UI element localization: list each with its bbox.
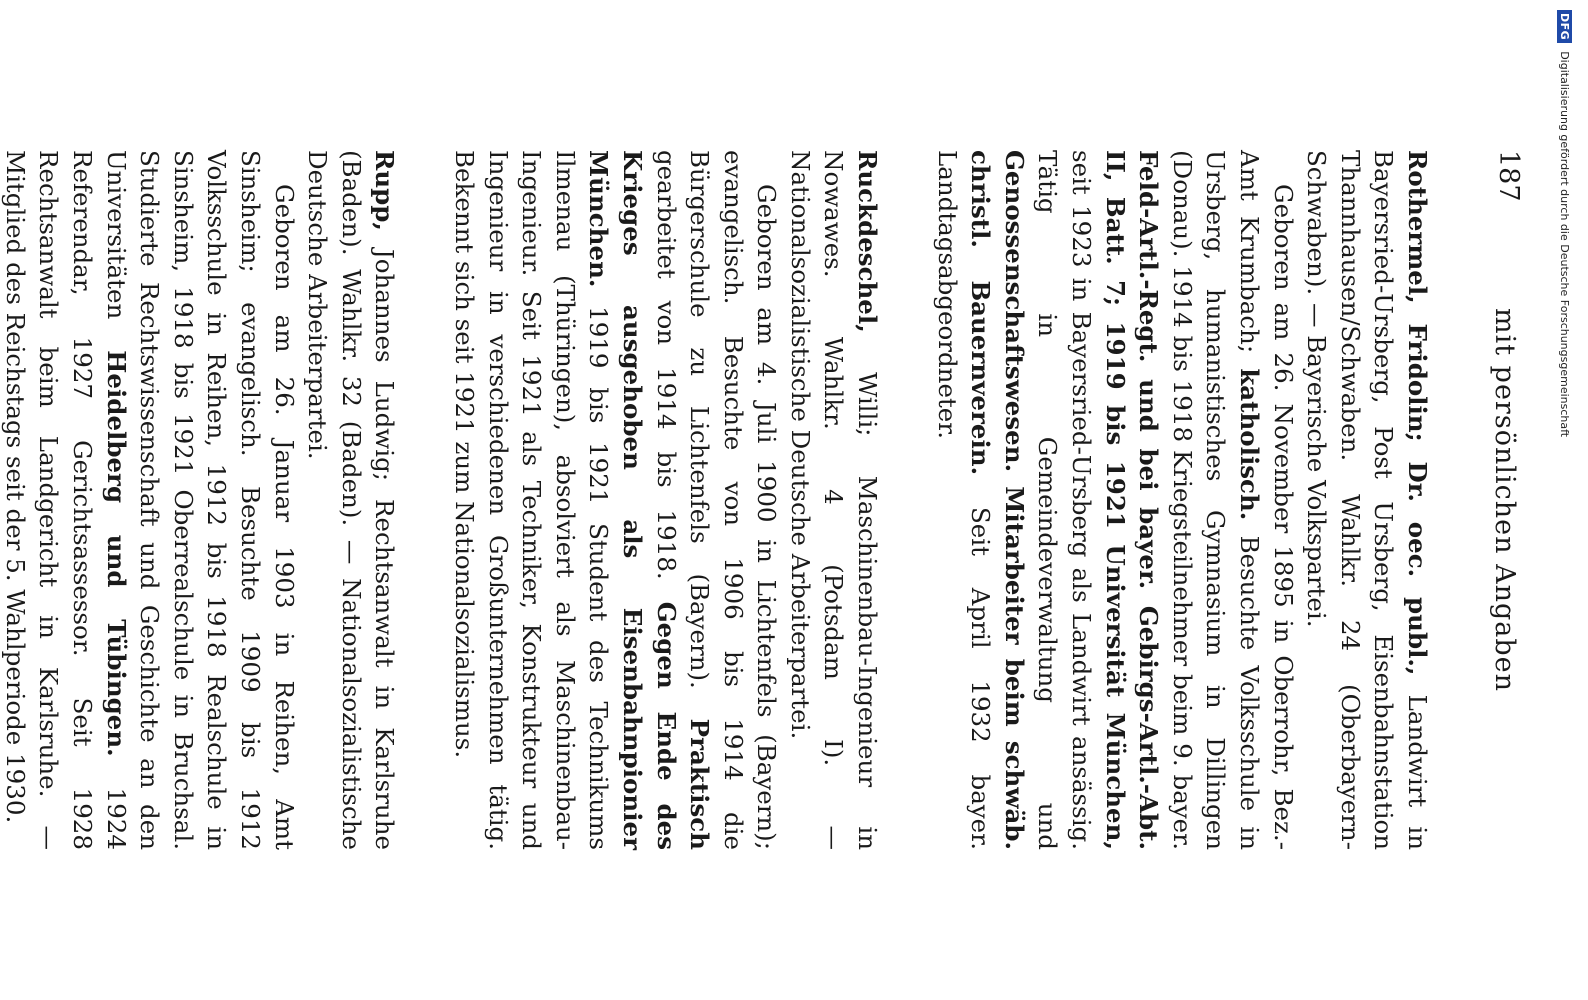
surname: Rothermel, — [1403, 150, 1432, 304]
running-head — [1480, 150, 1524, 850]
entry-heading: Rothermel, Fridolin; Dr. oec. publ., Landwirt in Bayersried-Ursberg, Post Ursberg, Eisenbahnstation Thannhausen/Schwaben. Wahlkr. 24 (Oberbayern-Schwaben). — Bayerische Volkspartei. — [1302, 150, 1432, 850]
surname: Rupp, — [370, 150, 400, 231]
entry-heading: Ruckdeschel, Willi; Maschinenbau-Ingenieur in Nowawes. Wahlkr. 4 (Potsdam I). — Nationalsozialistische Deutsche Arbeiterpartei. — [785, 150, 883, 850]
digitization-note — [1545, 10, 1585, 990]
dfg-logo: DFG — [1558, 10, 1573, 43]
biography-entry — [447, 150, 884, 850]
surname: Ruckdeschel, — [853, 150, 883, 333]
biography-entry — [930, 150, 1434, 850]
digitization-credit: Digitalisierung gefördert durch die Deutsche Forschungsgemeinschaft — [1558, 51, 1572, 438]
entry-biography: Geboren am 26. November 1895 in Oberrohr, Bez.-Amt Krumbach; katholisch. Besuchte Volksschule in Ursberg, humanistisches Gymnasium in Dillingen (Donau). 1914 bis 1918 Kriegsteilnehmer beim 9. bayer. Feld-Artl.-Regt. und bei bayer. Gebirgs-Artl.-Abt. II, Batt. 7; 1919 bis 1921 Universität München, seit 1923 in Bayersried-Ursberg als Landwirt ansässig. Tätig in Gemeindeverwaltung und Genossenschaftswesen. Mitarbeiter beim schwäb. christl. Bauernverein. Seit April 1932 bayer. Landtagsabgeordneter. — [932, 150, 1298, 850]
entry-heading: Rupp, Johannes Ludwig; Rechtsanwalt in Karlsruhe (Baden). Wahlkr. 32 (Baden). — Nationalsozialistische Deutsche Arbeiterpartei. — [303, 150, 400, 850]
biography-entry — [0, 150, 401, 850]
entry-biography: Geboren am 26. Januar 1903 in Reihen, Amt Sinsheim; evangelisch. Besuchte 1909 bis 1912 Volksschule in Reihen, 1912 bis 1918 Realschule in Sinsheim, 1918 bis 1921 Oberrealschule in Bruchsal. Studierte Rechtswissenschaft und Geschichte an den Universitäten Heidelberg und Tübingen. 1924 Referendar, 1927 Gerichtsassessor. Seit 1928 Rechtsanwalt beim Landgericht in Karlsruhe. — Mitglied des Reichstags seit der 5. Wahlperiode 1930. — [0, 150, 299, 851]
page-content — [0, 150, 1538, 851]
page-number: 187 — [1493, 150, 1524, 202]
running-title: mit persönlichen Angaben — [1489, 308, 1520, 692]
entry-biography: Geboren am 4. Juli 1900 in Lichtenfels (Bayern); evangelisch. Besuchte von 1906 bis 1914 die Bürgerschule zu Lichtenfels (Bayern). Praktisch gearbeitet von 1914 bis 1918. Gegen Ende des Krieges ausgehoben als Eisenbahnpionier München. 1919 bis 1921 Student des Technikums Ilmenau (Thüringen), absolviert als Maschinenbau-Ingenieur. Seit 1921 als Techniker, Konstrukteur und Ingenieur in verschiedenen Großunternehmen tätig. Bekennt sich seit 1921 zum Nationalsozialismus. — [449, 150, 782, 850]
